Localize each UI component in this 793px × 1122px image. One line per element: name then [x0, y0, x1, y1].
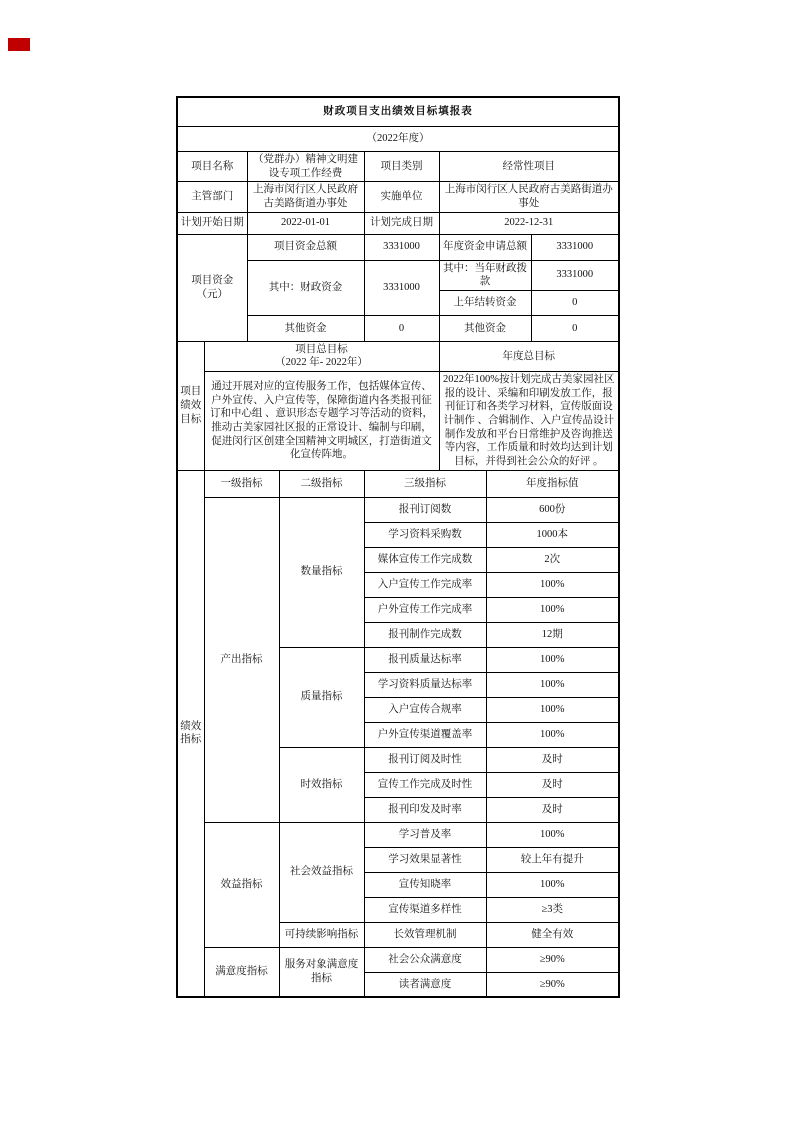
indicator-name-cell: 户外宣传工作完成率	[364, 597, 486, 622]
total-goal-text: 通过开展对应的宣传服务工作，包括媒体宣传、户外宣传、入户宣传等，保障街道内各类报刊征订和中心组 、意识形态专题学习等活动的资料，推动古美家园社区报的正常设计、编制与印刷，促进闵行区创建全国精神文明城区，打造街道文化宣传阵地。	[204, 372, 439, 470]
funding-annual-request-label: 年度资金申请总额	[439, 234, 531, 260]
indicator-name-cell: 学习普及率	[364, 822, 486, 847]
level2-quality: 质量指标	[279, 647, 364, 747]
level2-timeliness: 时效指标	[279, 747, 364, 822]
funding-current-year-label: 其中：当年财政拨款	[439, 260, 531, 290]
project-type-value: 经常性项目	[439, 152, 619, 182]
indicators-header-level2: 二级指标	[279, 470, 364, 497]
indicator-value-cell: 100%	[486, 722, 619, 747]
level2-sustain: 可持续影响指标	[279, 922, 364, 947]
indicator-name-cell: 报刊印发及时率	[364, 797, 486, 822]
indicator-value-cell: 100%	[486, 597, 619, 622]
level1-satisfaction: 满意度指标	[204, 947, 279, 997]
level1-output: 产出指标	[204, 497, 279, 822]
end-date-value: 2022-12-31	[439, 212, 619, 234]
form-year-subtitle: （2022年度）	[177, 127, 619, 152]
funding-other-right-label: 其他资金	[439, 315, 531, 341]
indicator-name-cell: 学习资料质量达标率	[364, 672, 486, 697]
indicator-value-cell: 100%	[486, 822, 619, 847]
indicator-name-cell: 户外宣传渠道覆盖率	[364, 722, 486, 747]
indicator-name-cell: 入户宣传合规率	[364, 697, 486, 722]
indicators-header-value: 年度指标值	[486, 470, 619, 497]
indicator-value-cell: 100%	[486, 572, 619, 597]
indicator-name-cell: 读者满意度	[364, 972, 486, 997]
indicator-name-cell: 报刊质量达标率	[364, 647, 486, 672]
project-name-value: （党群办）精神文明建设专项工作经费	[247, 152, 364, 182]
department-label: 主管部门	[177, 182, 247, 212]
funding-carryover-label: 上年结转资金	[439, 290, 531, 315]
indicator-value-cell: ≥90%	[486, 947, 619, 972]
indicator-value-cell: 及时	[486, 772, 619, 797]
indicator-value-cell: 100%	[486, 672, 619, 697]
funding-other-left-value: 0	[364, 315, 439, 341]
indicator-value-cell: 600份	[486, 497, 619, 522]
indicators-section-label: 绩效指标	[177, 470, 204, 997]
indicator-value-cell: 及时	[486, 747, 619, 772]
department-value: 上海市闵行区人民政府古美路街道办事处	[247, 182, 364, 212]
indicator-name-cell: 学习资料采购数	[364, 522, 486, 547]
indicator-name-cell: 长效管理机制	[364, 922, 486, 947]
level2-service: 服务对象满意度指标	[279, 947, 364, 997]
total-goal-period: （2022 年- 2022年）	[275, 357, 368, 369]
funding-section-label: 项目资金（元）	[177, 234, 247, 341]
indicator-name-cell: 报刊订阅及时性	[364, 747, 486, 772]
annual-goal-header: 年度总目标	[439, 341, 619, 371]
red-marker	[8, 38, 30, 51]
indicator-name-cell: 宣传知晓率	[364, 872, 486, 897]
indicators-header-level3: 三级指标	[364, 470, 486, 497]
indicator-value-cell: 12期	[486, 622, 619, 647]
indicator-name-cell: 学习效果显著性	[364, 847, 486, 872]
indicator-name-cell: 入户宣传工作完成率	[364, 572, 486, 597]
indicator-value-cell: 及时	[486, 797, 619, 822]
indicator-name-cell: 报刊制作完成数	[364, 622, 486, 647]
indicator-value-cell: 2次	[486, 547, 619, 572]
project-type-label: 项目类别	[364, 152, 439, 182]
funding-fiscal-value: 3331000	[364, 260, 439, 315]
annual-goal-text: 2022年100%按计划完成古美家园社区报的设计、采编和印刷发放工作，报刊征订和各类学习材料，宣传版面设计制作 、合辑制作、入户宣传品设计制作发放和平台日常维护及咨询推送等内容，工作质量和时效均达到计划目标，并得到社会公众的好评 。	[439, 372, 619, 470]
level2-social: 社会效益指标	[279, 822, 364, 922]
indicator-value-cell: 100%	[486, 697, 619, 722]
funding-total-value: 3331000	[364, 234, 439, 260]
indicator-value-cell: ≥90%	[486, 972, 619, 997]
level1-benefit: 效益指标	[204, 822, 279, 947]
indicator-name-cell: 媒体宣传工作完成数	[364, 547, 486, 572]
funding-other-left-label: 其他资金	[247, 315, 364, 341]
indicators-header-level1: 一级指标	[204, 470, 279, 497]
indicator-name-cell: 宣传工作完成及时性	[364, 772, 486, 797]
implement-unit-label: 实施单位	[364, 182, 439, 212]
indicator-value-cell: ≥3类	[486, 897, 619, 922]
indicator-name-cell: 宣传渠道多样性	[364, 897, 486, 922]
project-name-label: 项目名称	[177, 152, 247, 182]
funding-other-right-value: 0	[531, 315, 619, 341]
indicator-value-cell: 100%	[486, 872, 619, 897]
total-goal-title: 项目总目标	[295, 343, 348, 355]
indicator-name-cell: 报刊订阅数	[364, 497, 486, 522]
indicator-name-cell: 社会公众满意度	[364, 947, 486, 972]
indicator-value-cell: 健全有效	[486, 922, 619, 947]
indicator-value-cell: 100%	[486, 647, 619, 672]
funding-current-year-value: 3331000	[531, 260, 619, 290]
indicator-value-cell: 1000本	[486, 522, 619, 547]
form-title: 财政项目支出绩效目标填报表	[177, 97, 619, 127]
performance-target-form	[176, 96, 620, 998]
total-goal-header	[204, 341, 439, 371]
funding-total-label: 项目资金总额	[247, 234, 364, 260]
level2-quantity: 数量指标	[279, 497, 364, 647]
implement-unit-value: 上海市闵行区人民政府古美路街道办事处	[439, 182, 619, 212]
end-date-label: 计划完成日期	[364, 212, 439, 234]
start-date-label: 计划开始日期	[177, 212, 247, 234]
funding-fiscal-label: 其中：财政资金	[247, 260, 364, 315]
indicator-value-cell: 较上年有提升	[486, 847, 619, 872]
funding-annual-request-value: 3331000	[531, 234, 619, 260]
funding-carryover-value: 0	[531, 290, 619, 315]
start-date-value: 2022-01-01	[247, 212, 364, 234]
goals-section-label: 项目绩效目标	[177, 341, 204, 470]
